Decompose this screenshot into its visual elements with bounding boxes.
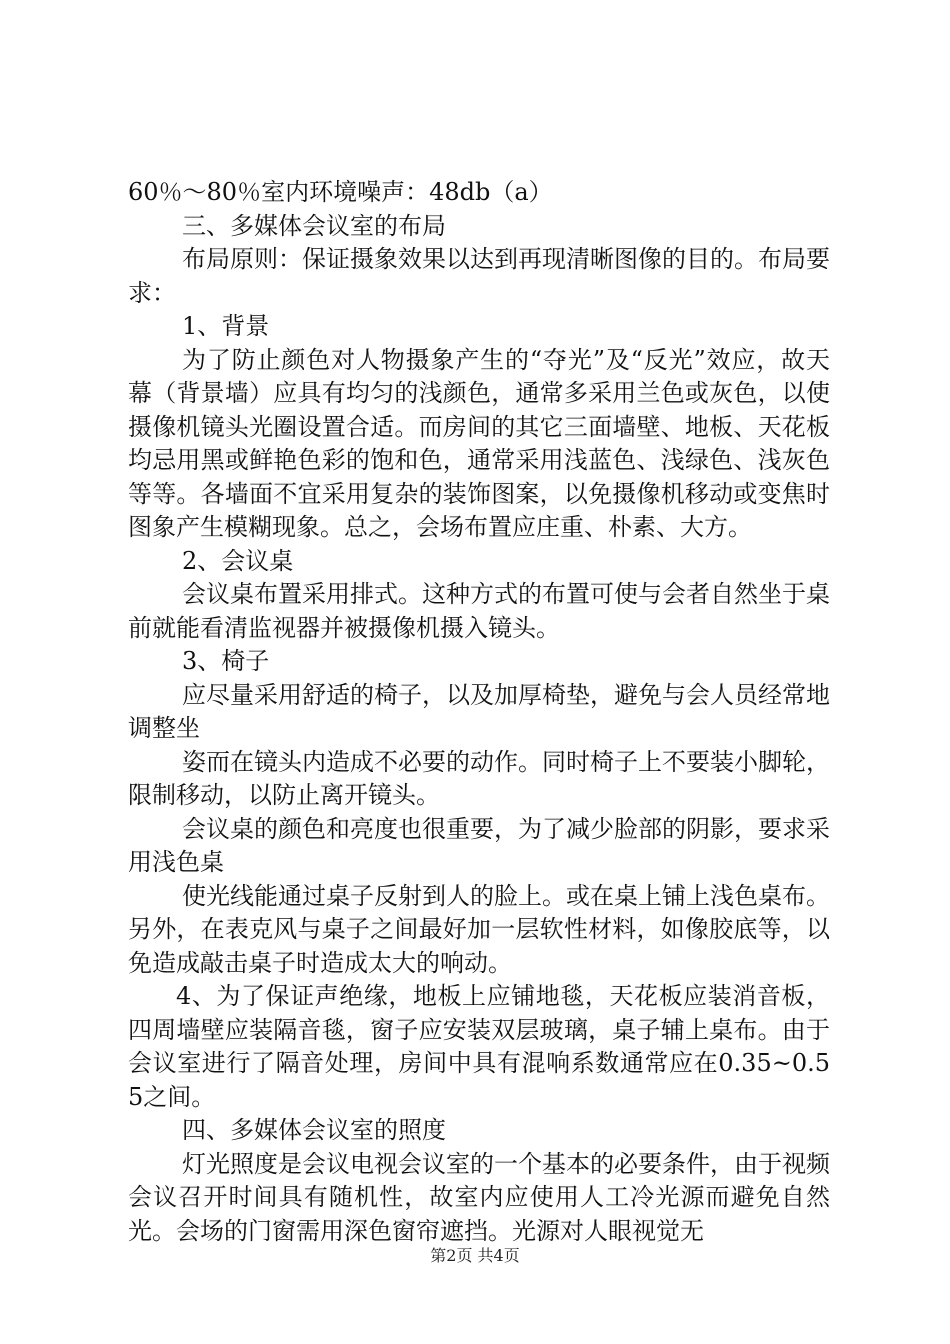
paragraph: 应尽量采用舒适的椅子，以及加厚椅垫，避免与会人员经常地调整坐 — [128, 680, 830, 742]
paragraph: 会议桌的颜色和亮度也很重要，为了减少脸部的阴影，要求采用浅色桌 — [128, 814, 830, 876]
document-body — [128, 176, 830, 1248]
paragraph: 灯光照度是会议电视会议室的一个基本的必要条件，由于视频会议召开时间具有随机性，故室内应使用人工冷光源而避免自然光。会场的门窗需用深色窗帘遮挡。光源对人眼视觉无 — [128, 1149, 830, 1245]
paragraph: 姿而在镜头内造成不必要的动作。同时椅子上不要装小脚轮，限制移动，以防止离开镜头。 — [128, 747, 830, 809]
paragraph: 使光线能通过桌子反射到人的脸上。或在桌上铺上浅色桌布。另外，在表克风与桌子之间最好加一层软性材料，如像胶底等，以免造成敲击桌子时造成太大的响动。 — [128, 881, 830, 977]
subheading: 3、椅子 — [182, 647, 270, 675]
section-heading: 四、多媒体会议室的照度 — [182, 1116, 446, 1144]
page-footer: 第2页 共4页 — [430, 1246, 520, 1265]
paragraph: 4、为了保证声绝缘，地板上应铺地毯，天花板应装消音板，四周墙壁应装隔音毯，窗子应安装双层玻璃，桌子辅上桌布。由于会议室进行了隔音处理，房间中具有混响系数通常应在0.35~0.55之间。 — [128, 982, 830, 1111]
paragraph: 为了防止颜色对人物摄象产生的“夺光”及“反光”效应，故天幕（背景墙）应具有均匀的浅颜色，通常多采用兰色或灰色，以使摄像机镜头光圈设置合适。而房间的其它三面墙壁、地板、天花板均忌用黑或鲜艳色彩的饱和色，通常采用浅蓝色、浅绿色、浅灰色等等。各墙面不宜采用复杂的装饰图案，以免摄像机移动或变焦时图象产生模糊现象。总之，会场布置应庄重、朴素、大方。 — [128, 345, 830, 541]
subheading: 1、背景 — [182, 312, 270, 340]
subheading: 2、会议桌 — [182, 546, 294, 575]
paragraph: 60％～80％室内环境噪声：48db（a） — [128, 178, 553, 206]
section-heading: 三、多媒体会议室的布局 — [182, 211, 446, 240]
paragraph: 会议桌布置采用排式。这种方式的布置可使与会者自然坐于桌前就能看清监视器并被摄像机摄入镜头。 — [128, 580, 830, 642]
paragraph: 布局原则：保证摄象效果以达到再现清晰图像的目的。布局要求： — [128, 245, 830, 307]
